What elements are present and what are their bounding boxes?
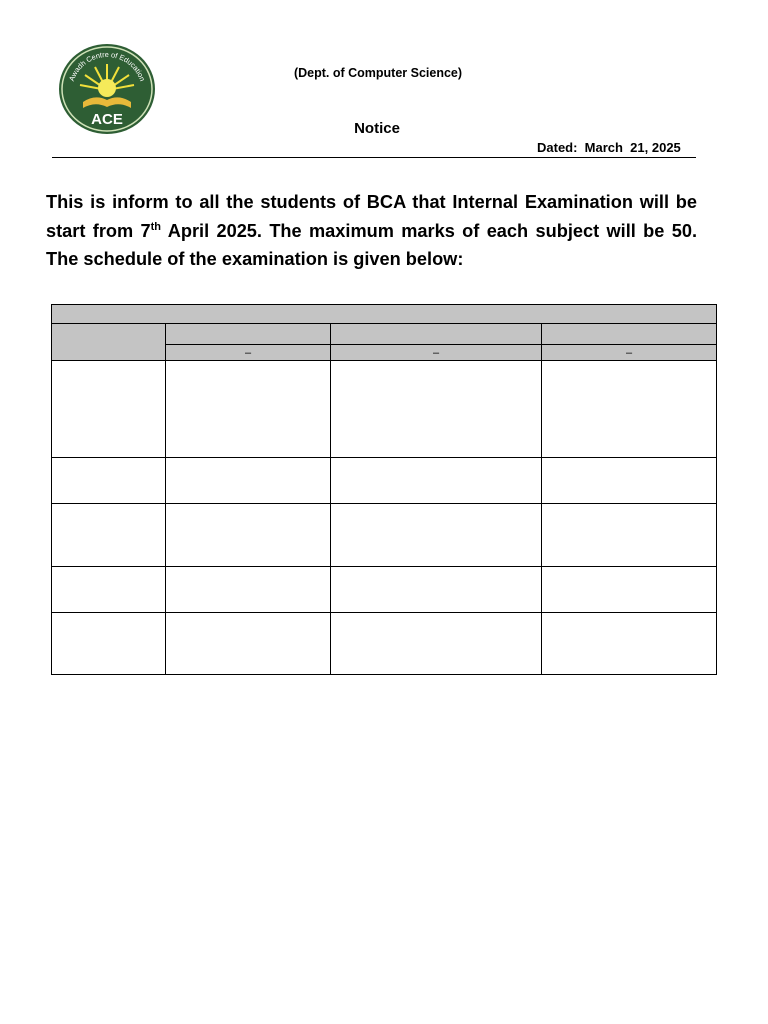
table-cell bbox=[166, 361, 331, 458]
notice-body-part2: April 2025. The maximum marks of each subject will be 50. The schedule of the examination is given below: bbox=[46, 220, 697, 269]
table-cell bbox=[542, 361, 717, 458]
table-header-row bbox=[52, 324, 717, 345]
table-header-cell bbox=[166, 324, 331, 345]
table-cell bbox=[166, 458, 331, 504]
table-cell bbox=[166, 613, 331, 675]
notice-body bbox=[46, 188, 697, 274]
table-row bbox=[52, 504, 717, 567]
table-cell bbox=[331, 504, 542, 567]
table-cell bbox=[331, 458, 542, 504]
table-subheader-cell: – bbox=[542, 345, 717, 361]
table-header-cell bbox=[331, 324, 542, 345]
table-cell bbox=[52, 613, 166, 675]
table-subheader-cell: – bbox=[331, 345, 542, 361]
logo-acronym: ACE bbox=[91, 111, 123, 128]
notice-body-part1: This is inform to all the students of BCA that Internal Examination will be start from 7 bbox=[46, 192, 697, 241]
table-header-cell bbox=[52, 324, 166, 361]
table-cell bbox=[52, 567, 166, 613]
notice-title: Notice bbox=[354, 120, 400, 137]
department-name: (Dept. of Computer Science) bbox=[293, 66, 463, 80]
table-cell bbox=[331, 361, 542, 458]
table-cell bbox=[542, 504, 717, 567]
table-row bbox=[52, 458, 717, 504]
table-cell bbox=[331, 567, 542, 613]
table-cell bbox=[166, 504, 331, 567]
table-cell bbox=[542, 613, 717, 675]
table-title-cell bbox=[52, 305, 717, 324]
table-cell bbox=[52, 504, 166, 567]
table-cell bbox=[52, 361, 166, 458]
table-cell bbox=[542, 567, 717, 613]
table-header-cell bbox=[542, 324, 717, 345]
header-divider bbox=[52, 157, 696, 158]
table-cell bbox=[166, 567, 331, 613]
table-subheader-cell: – bbox=[166, 345, 331, 361]
table-cell bbox=[542, 458, 717, 504]
exam-schedule-table bbox=[51, 304, 717, 675]
notice-date: Dated: March 21, 2025 bbox=[537, 140, 681, 155]
notice-body-superscript: th bbox=[150, 220, 162, 233]
table-cell bbox=[331, 613, 542, 675]
table-title-row bbox=[52, 305, 717, 324]
table-cell bbox=[52, 458, 166, 504]
table-row bbox=[52, 567, 717, 613]
table-row bbox=[52, 361, 717, 458]
table-row bbox=[52, 613, 717, 675]
logo-arc-text: Awadh Centre of Education bbox=[66, 49, 148, 83]
